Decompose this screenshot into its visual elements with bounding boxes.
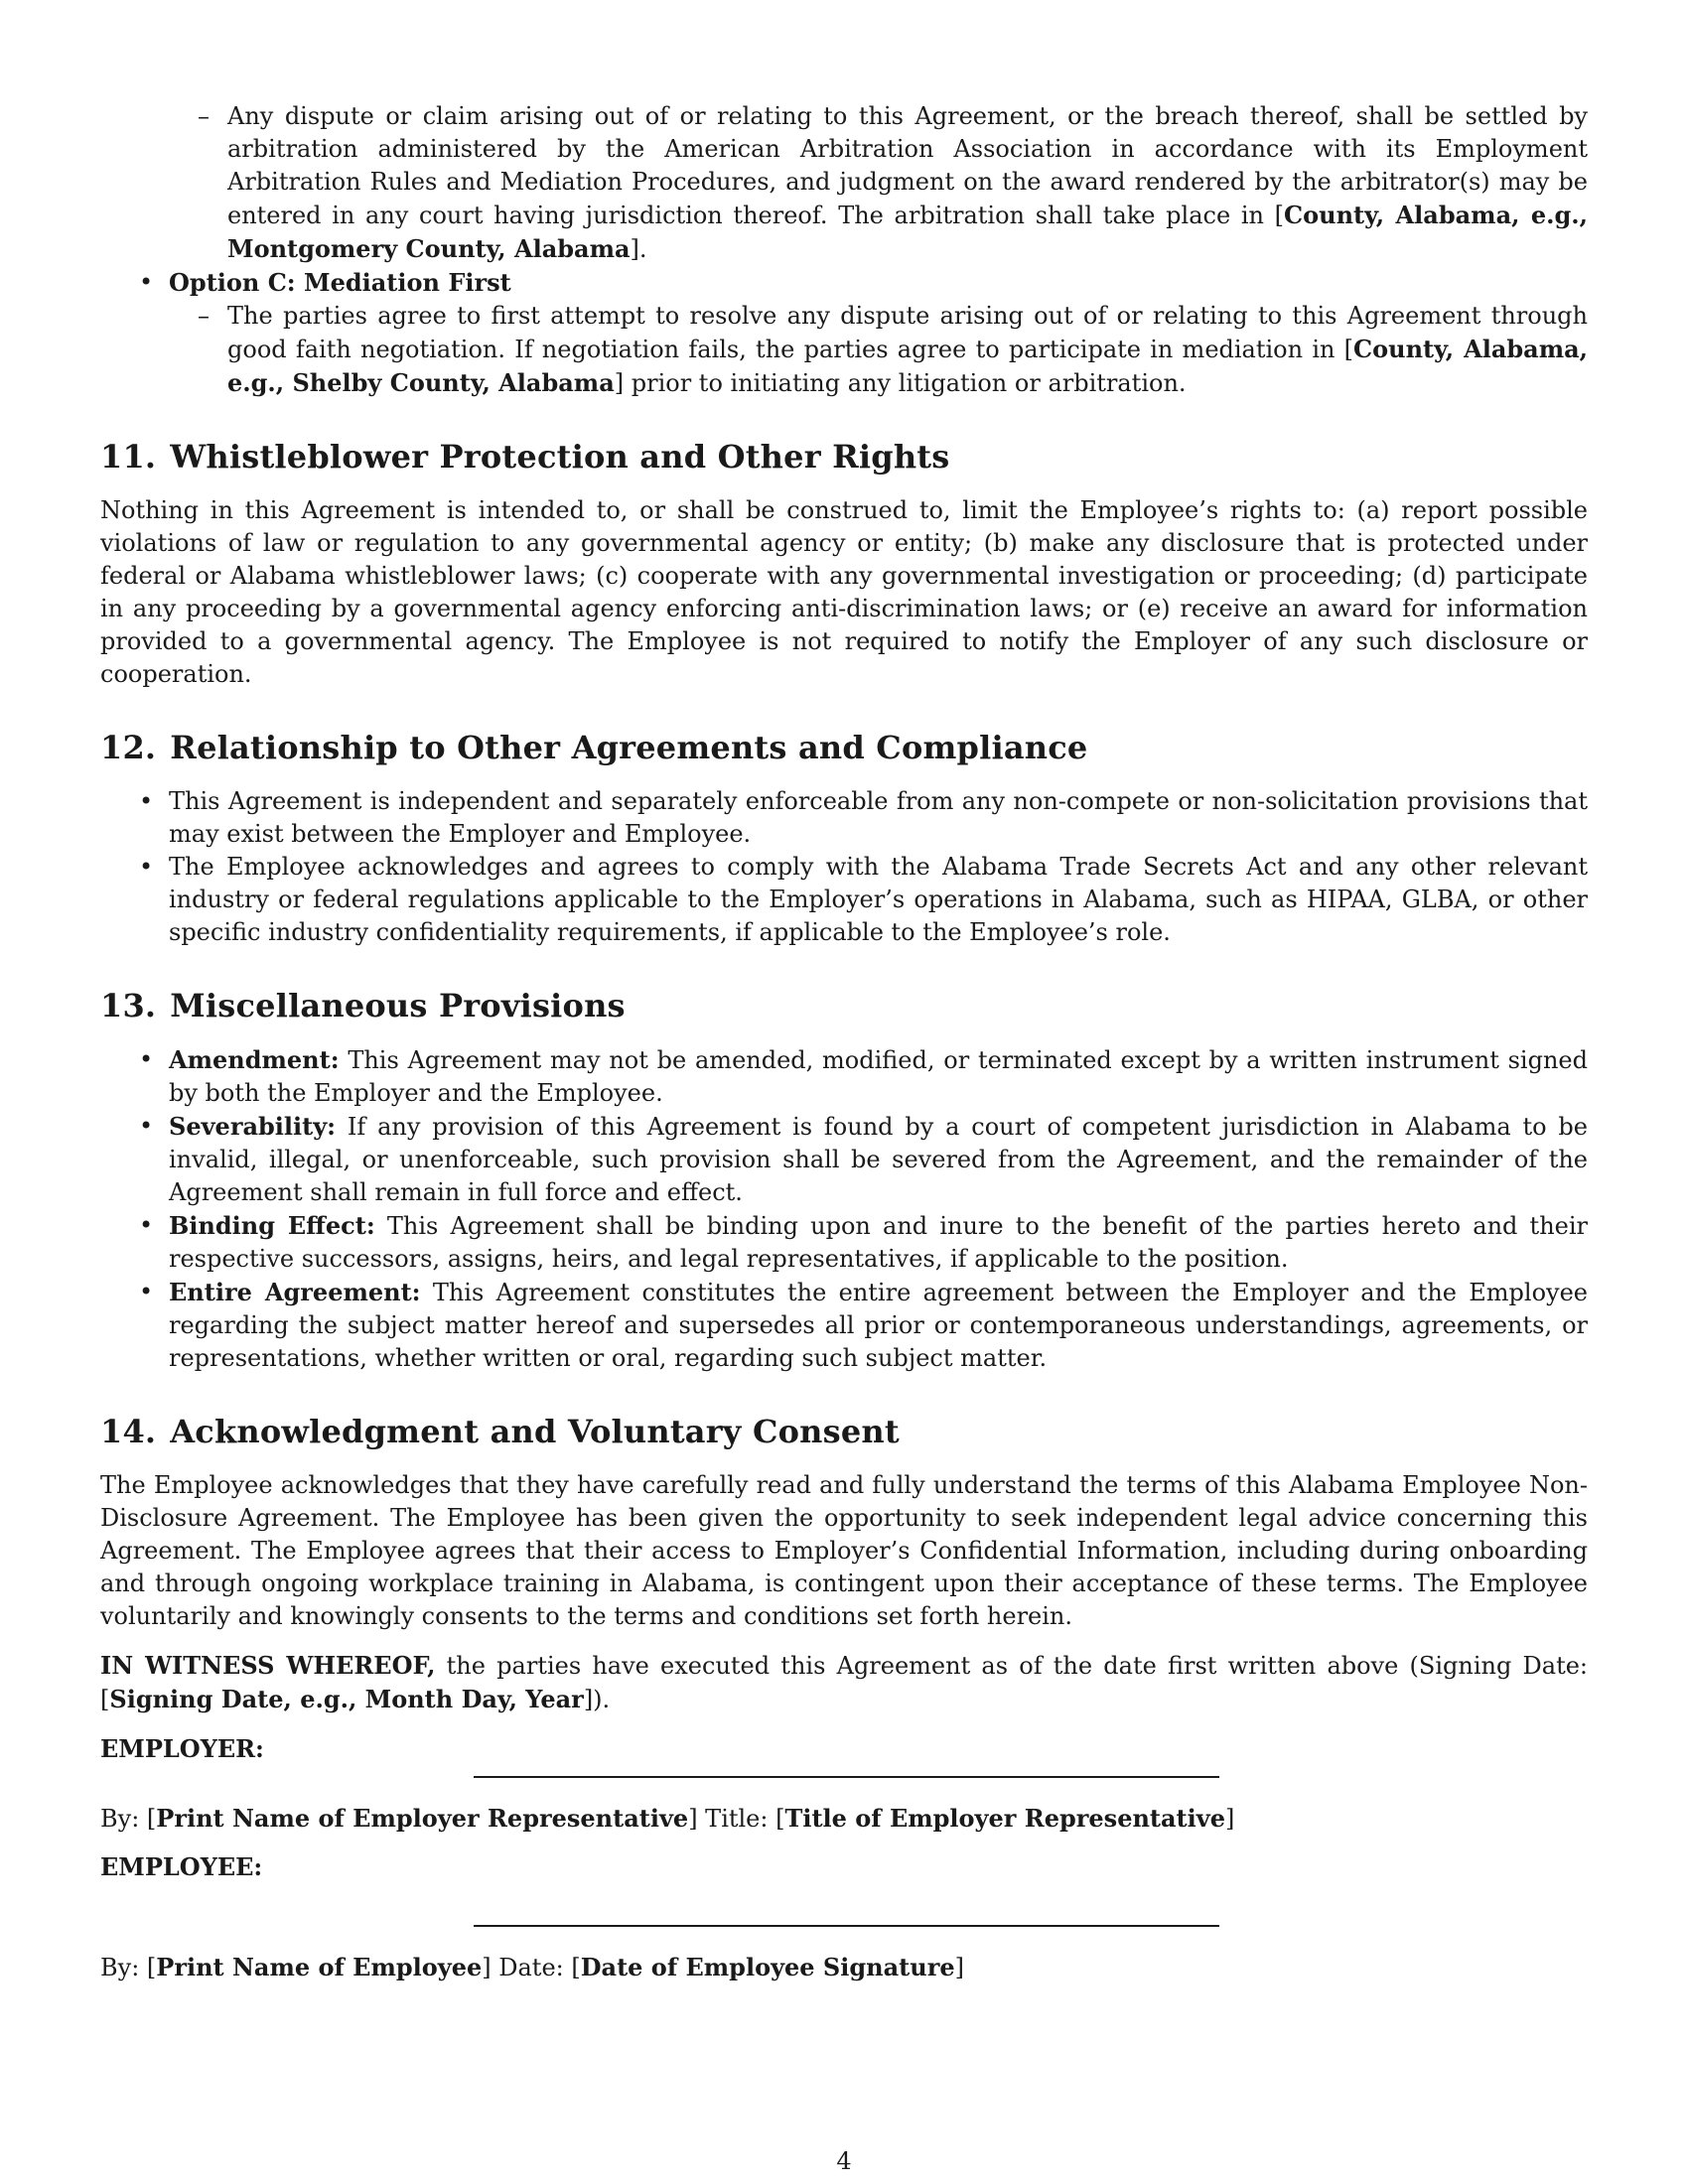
section-12-heading	[100, 728, 1588, 767]
amendment-text: This Agreement may not be amended, modified, or terminated except by a written instrument signed by both the Employer and the Employee.	[169, 1046, 1588, 1107]
mediation-location-placeholder: County, Alabama, e.g., Shelby County, Alabama	[227, 335, 1589, 397]
section-14-body: The Employee acknowledges that they have carefully read and fully understand the terms of this Alabama Employee Non-Disclosure Agreement. The Employee has been given the opportunity to seek independent legal advice concerning this Agreement. The Employee agrees that their access to Employer’s Confidential Information, including during onboarding and through ongoing workplace training in Alabama, is contingent upon their acceptance of these terms. The Employee voluntarily and knowingly consents to the terms and conditions set forth herein.	[100, 1471, 1588, 1630]
employer-heading	[100, 1732, 1588, 1766]
signing-date-placeholder: Signing Date, e.g., Month Day, Year	[109, 1685, 584, 1713]
binding-effect-text: This Agreement shall be binding upon and inure to the benefit of the parties hereto and their respective successors, assigns, heirs, and legal representatives, if applicable to the position.	[169, 1212, 1589, 1273]
section-14-heading	[100, 1412, 1588, 1451]
severability-label: Severability:	[169, 1112, 337, 1141]
option-c-label: Option C: Mediation First	[169, 268, 511, 297]
option-b-sublist	[100, 100, 1588, 266]
option-c-text: The parties agree to first attempt to resolve any dispute arising out of or relating to this Agreement through good faith negotiation. If negotiation fails, the parties agree to participate in mediation in [	[227, 302, 1588, 363]
option-b-end: ].	[630, 235, 647, 263]
employer-by-label: By: [	[100, 1805, 157, 1833]
employee-by-line	[100, 1951, 1588, 1984]
employee-signature-date-placeholder: Date of Employee Signature	[580, 1953, 955, 1981]
option-c-end: ] prior to initiating any litigation or arbitration.	[614, 369, 1187, 397]
section-11-title: Whistleblower Protection and Other Rights	[170, 438, 950, 476]
witness-lead: IN WITNESS WHEREOF,	[100, 1651, 436, 1680]
section-11-body: Nothing in this Agreement is intended to, or shall be construed to, limit the Employee’s rights to: (a) report possible violations of law or regulation to any governmental agency or entity; (b) make any disclosure that is protected under federal or Alabama whistleblower laws; (c) cooperate with any governmental investigation or proceeding; (d) participate in any proceeding by a governmental agency enforcing anti-discrimination laws; or (e) receive an award for information provided to a governmental agency. The Employee is not required to notify the Employer of any such disclosure or cooperation.	[100, 496, 1588, 688]
witness-end: ]).	[583, 1686, 611, 1713]
severability-item	[100, 1110, 1588, 1209]
section-13-heading	[100, 986, 1588, 1025]
employer-by-end: ]	[1224, 1805, 1235, 1833]
section-11-number: 11.	[100, 438, 157, 476]
section-13-title: Miscellaneous Provisions	[170, 987, 626, 1024]
employer-by-line	[100, 1802, 1588, 1836]
option-c-item	[100, 300, 1588, 400]
entire-agreement-label: Entire Agreement:	[169, 1278, 421, 1306]
witness-text: the parties have executed this Agreement as of the date first written above (Signing Date: [	[100, 1652, 1589, 1713]
option-b-item	[100, 100, 1588, 266]
section-12-item: • The Employee acknowledges and agrees to comply with the Alabama Trade Secrets Act and any other relevant industry or federal regulations applicable to the Employer’s operations in Alabama, such as HIPAA, GLBA, or other specific industry confidentiality requirements, if applicable to the Employee’s role.	[100, 851, 1588, 949]
witness-clause	[100, 1649, 1588, 1716]
option-c-list	[100, 266, 1588, 400]
binding-effect-item	[100, 1209, 1588, 1276]
binding-effect-label: Binding Effect:	[169, 1211, 375, 1240]
employee-by-label: By: [	[100, 1954, 157, 1981]
amendment-item	[100, 1043, 1588, 1110]
option-c	[100, 266, 1588, 400]
employer-signature-line	[474, 1776, 1219, 1778]
page-content	[100, 100, 1588, 1766]
option-b-text: Any dispute or claim arising out of or relating to this Agreement, or the breach thereof, shall be settled by arbitration administered by the American Arbitration Association in accordance with its Employment Arbitration Rules and Mediation Procedures, and judgment on the award rendered by the arbitrator(s) may be entered in any court having jurisdiction thereof. The arbitration shall take place in [	[227, 102, 1588, 229]
employee-name-placeholder: Print Name of Employee	[156, 1953, 483, 1981]
employee-label: EMPLOYEE:	[100, 1852, 263, 1881]
section-13-number: 13.	[100, 987, 157, 1024]
employer-label: EMPLOYER:	[100, 1734, 264, 1763]
employee-heading	[100, 1850, 1588, 1884]
section-14-number: 14.	[100, 1413, 157, 1450]
arbitration-location-placeholder: County, Alabama, e.g., Montgomery County, Alabama	[227, 201, 1588, 263]
entire-agreement-item	[100, 1276, 1588, 1375]
section-11-heading	[100, 437, 1588, 477]
amendment-label: Amendment:	[169, 1045, 340, 1074]
employee-signature-line	[474, 1925, 1219, 1927]
section-12-number: 12.	[100, 729, 157, 766]
section-12-item: • This Agreement is independent and separately enforceable from any non-compete or non-solicitation provisions that may exist between the Employer and Employee.	[100, 785, 1588, 851]
employer-rep-name-placeholder: Print Name of Employer Representative	[156, 1804, 689, 1833]
employee-by-end: ]	[954, 1954, 964, 1981]
severability-text: If any provision of this Agreement is found by a court of competent jurisdiction in Alabama to be invalid, illegal, or unenforceable, such provision shall be severed from the Agreement, and the remainder of the Agreement shall remain in full force and effect.	[169, 1113, 1588, 1206]
page-number: 4	[836, 2147, 852, 2175]
employer-title-label: ] Title: [	[688, 1805, 785, 1833]
employee-date-label: ] Date: [	[482, 1954, 581, 1981]
section-14-title: Acknowledgment and Voluntary Consent	[170, 1413, 900, 1450]
option-c-sublist	[100, 300, 1588, 400]
section-13-list	[100, 1043, 1588, 1375]
section-12-list	[100, 785, 1588, 949]
employer-rep-title-placeholder: Title of Employer Representative	[784, 1804, 1225, 1833]
section-12-title: Relationship to Other Agreements and Compliance	[170, 729, 1088, 766]
entire-agreement-text: This Agreement constitutes the entire agreement between the Employer and the Employee regarding the subject matter hereof and supersedes all prior or contemporaneous understandings, agreements, or representations, whether written or oral, regarding such subject matter.	[169, 1279, 1589, 1372]
